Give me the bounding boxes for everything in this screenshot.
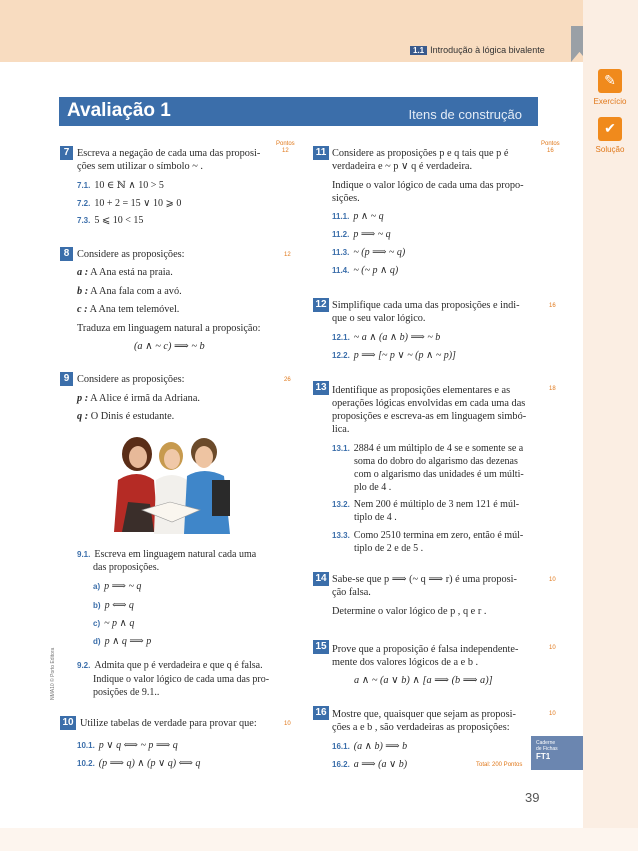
question-15-points: 10 bbox=[549, 645, 556, 651]
question-13-1-line: plo de 4 . bbox=[354, 482, 392, 493]
item-label: 11.1. bbox=[332, 212, 350, 221]
question-16-points: 10 bbox=[549, 711, 556, 717]
question-9-2-line-3: posições de 9.1.. bbox=[93, 687, 160, 698]
item-formula: p ∧ q ⟹ p bbox=[104, 636, 152, 647]
item-label: 7.2. bbox=[77, 199, 91, 208]
question-9-2-line-1 bbox=[77, 659, 263, 672]
proposition-c-text: A Ana tem telemóvel. bbox=[89, 304, 180, 315]
question-11-text-2: verdadeira e ~ p ∨ q é verdadeira. bbox=[332, 161, 473, 172]
question-11-item bbox=[332, 210, 384, 223]
item-label: 11.3. bbox=[332, 248, 350, 257]
question-10-points: 10 bbox=[284, 721, 291, 727]
page-subtitle: Itens de construção bbox=[408, 107, 522, 122]
question-7-item bbox=[77, 197, 181, 210]
points-label: Pontos bbox=[541, 141, 560, 147]
question-16-text-1: Mostre que, quaisquer que sejam as proposi- bbox=[332, 709, 516, 720]
question-14-text-1: Sabe-se que p ⟹ (~ q ⟹ r) é uma proposi- bbox=[332, 574, 517, 585]
item-formula: p ∧ ~ q bbox=[353, 211, 384, 222]
page-number: 39 bbox=[525, 790, 540, 805]
item-formula: 5 ⩽ 10 < 15 bbox=[94, 215, 144, 226]
question-11-text-3: Indique o valor lógico de cada uma das propo- bbox=[332, 180, 524, 191]
question-13-1-text: 2884 é um múltiplo de 4 se e somente se a bbox=[353, 443, 524, 454]
question-11-item bbox=[332, 264, 398, 277]
question-9-item bbox=[93, 599, 134, 612]
question-10-text: Utilize tabelas de verdade para provar que: bbox=[80, 718, 257, 729]
proposition-a-key: a : bbox=[77, 267, 89, 278]
proposition-p-text: A Alice é irmã da Adriana. bbox=[90, 393, 200, 404]
question-13-1-line: com o algarismo das unidades é um múlti- bbox=[354, 469, 524, 480]
question-11-item bbox=[332, 246, 405, 259]
item-label: a) bbox=[93, 582, 101, 591]
margin-copyright: NMA10 © Porto Editora bbox=[50, 647, 56, 700]
item-formula: 10 + 2 = 15 ∨ 10 ⩾ 0 bbox=[94, 198, 182, 209]
proposition-b bbox=[77, 285, 182, 298]
question-8-number: 8 bbox=[60, 247, 73, 261]
bottom-band bbox=[0, 828, 638, 851]
item-label: b) bbox=[93, 601, 101, 610]
points-header-left bbox=[276, 141, 295, 155]
item-label: 16.2. bbox=[332, 760, 350, 769]
students-photo bbox=[92, 432, 250, 538]
question-10-item bbox=[77, 739, 178, 752]
item-label: 9.2. bbox=[77, 661, 91, 670]
item-label: 11.2. bbox=[332, 230, 350, 239]
question-8-task: Traduza em linguagem natural a proposição: bbox=[77, 323, 261, 334]
question-14-points: 10 bbox=[549, 577, 556, 583]
exercise-button[interactable] bbox=[598, 69, 622, 93]
proposition-a bbox=[77, 266, 173, 279]
question-15-text-1: Prove que a proposição é falsa independente- bbox=[332, 644, 519, 655]
question-15-number: 15 bbox=[313, 640, 329, 654]
item-formula: (a ∧ b) ⟹ b bbox=[353, 741, 408, 752]
question-13-2-line: tiplo de 4 . bbox=[354, 512, 397, 523]
item-formula: p ⟹ [~ p ∨ ~ (p ∧ ~ p)] bbox=[353, 350, 456, 361]
item-label: 13.3. bbox=[332, 531, 350, 540]
question-9-2-text: Admita que p é verdadeira e que q é falsa. bbox=[94, 660, 263, 671]
question-13-2-line bbox=[332, 498, 519, 511]
question-7-item bbox=[77, 179, 164, 192]
worksheet-label-1: Caderne bbox=[536, 740, 556, 746]
question-12-number: 12 bbox=[313, 298, 329, 312]
item-formula: ~ (p ⟹ ~ q) bbox=[353, 247, 406, 258]
question-11-number: 11 bbox=[313, 146, 329, 160]
solution-button[interactable] bbox=[598, 117, 622, 141]
question-16-text-2: ções a e b , são verdadeiras as proposições: bbox=[332, 722, 510, 733]
question-7-points: 12 bbox=[282, 148, 289, 154]
question-16-item bbox=[332, 758, 407, 771]
question-14-text-2: ção falsa. bbox=[332, 587, 371, 598]
question-8-intro: Considere as proposições: bbox=[77, 249, 185, 260]
question-11-points: 16 bbox=[547, 148, 554, 154]
question-16-number: 16 bbox=[313, 706, 329, 720]
question-13-text-4: lica. bbox=[332, 424, 350, 435]
exercise-label: Exercício bbox=[593, 97, 627, 106]
question-9-item bbox=[93, 635, 151, 648]
question-8-formula: (a ∧ ~ c) ⟹ ~ b bbox=[134, 341, 205, 352]
question-15-text-2: mente dos valores lógicos de a e b . bbox=[332, 657, 479, 668]
item-label: 10.2. bbox=[77, 759, 95, 768]
question-10-item bbox=[77, 757, 200, 770]
chapter-heading bbox=[410, 45, 545, 55]
proposition-q-text: O Dinis é estudante. bbox=[90, 411, 175, 422]
proposition-c-key: c : bbox=[77, 304, 88, 315]
question-9-item bbox=[93, 580, 141, 593]
proposition-q-key: q : bbox=[77, 411, 89, 422]
item-label: c) bbox=[93, 619, 101, 628]
item-formula: p ⟺ q bbox=[104, 600, 134, 611]
points-header-right bbox=[541, 141, 560, 155]
proposition-p bbox=[77, 392, 200, 405]
question-13-points: 18 bbox=[549, 386, 556, 392]
question-14-number: 14 bbox=[313, 572, 329, 586]
question-13-text-2: operações lógicas envolvidas em cada uma das bbox=[332, 398, 526, 409]
question-9-2-line-2: Indique o valor lógico de cada uma das pro- bbox=[93, 674, 270, 685]
question-9-1-text: Escreva em linguagem natural cada uma bbox=[94, 549, 257, 560]
worksheet-link[interactable] bbox=[531, 736, 583, 770]
question-12-item bbox=[332, 349, 456, 362]
question-13-1-line bbox=[332, 442, 523, 455]
question-13-text-3: proposições e escreva-as em linguagem simbó- bbox=[332, 411, 527, 422]
pencil-icon: ✎ bbox=[604, 73, 616, 89]
question-13-2-text: Nem 200 é múltiplo de 3 nem 121 é múl- bbox=[353, 499, 520, 510]
question-8-points: 12 bbox=[284, 252, 291, 258]
question-10-number: 10 bbox=[60, 716, 76, 730]
proposition-b-text: A Ana fala com a avó. bbox=[90, 286, 182, 297]
proposition-p-key: p : bbox=[77, 393, 89, 404]
item-formula: ~ a ∧ (a ∧ b) ⟹ ~ b bbox=[353, 332, 441, 343]
proposition-a-text: A Ana está na praia. bbox=[90, 267, 173, 278]
question-16-item bbox=[332, 740, 407, 753]
page-title: Avaliação 1 bbox=[67, 100, 171, 121]
question-13-3-line bbox=[332, 529, 523, 542]
question-7-number: 7 bbox=[60, 146, 73, 160]
question-12-item bbox=[332, 331, 440, 344]
question-9-1-line-1 bbox=[77, 548, 256, 561]
checkmark-icon: ✔ bbox=[604, 121, 616, 137]
question-15-formula: a ∧ ~ (a ∨ b) ∧ [a ⟹ (b ⟹ a)] bbox=[354, 675, 493, 686]
item-formula: ~ p ∧ q bbox=[104, 618, 135, 629]
item-label: d) bbox=[93, 637, 101, 646]
question-13-1-line: soma do dobro do algarismo das dezenas bbox=[354, 456, 518, 467]
item-formula: p ⟹ ~ q bbox=[353, 229, 391, 240]
assessment-header bbox=[59, 97, 538, 126]
question-11-text-4: sições. bbox=[332, 193, 360, 204]
question-13-3-line: tiplo de 2 e de 5 . bbox=[354, 543, 424, 554]
question-13-number: 13 bbox=[313, 381, 329, 395]
question-12-text-2: que o seu valor lógico. bbox=[332, 313, 426, 324]
question-7-item bbox=[77, 214, 143, 227]
proposition-b-key: b : bbox=[77, 286, 89, 297]
item-formula: (p ⟹ q) ∧ (p ∨ q) ⟺ q bbox=[98, 758, 201, 769]
item-label: 9.1. bbox=[77, 550, 91, 559]
item-label: 11.4. bbox=[332, 266, 350, 275]
item-formula: p ∨ q ⟺ ~ p ⟹ q bbox=[98, 740, 178, 751]
question-13-text-1: Identifique as proposições elementares e as bbox=[332, 385, 511, 396]
item-label: 16.1. bbox=[332, 742, 350, 751]
item-label: 13.2. bbox=[332, 500, 350, 509]
question-9-points: 26 bbox=[284, 377, 291, 383]
question-11-item bbox=[332, 228, 391, 241]
chapter-number: 1.1 bbox=[410, 46, 427, 55]
item-formula: ~ (~ p ∧ q) bbox=[353, 265, 399, 276]
item-label: 10.1. bbox=[77, 741, 95, 750]
item-formula: p ⟹ ~ q bbox=[104, 581, 142, 592]
question-9-intro: Considere as proposições: bbox=[77, 374, 185, 385]
item-formula: a ⟹ (a ∨ b) bbox=[353, 759, 408, 770]
item-label: 7.3. bbox=[77, 216, 91, 225]
question-9-item bbox=[93, 617, 134, 630]
item-label: 13.1. bbox=[332, 444, 350, 453]
item-label: 12.1. bbox=[332, 333, 350, 342]
item-label: 7.1. bbox=[77, 181, 91, 190]
chapter-title: Introdução à lógica bivalente bbox=[430, 45, 545, 55]
question-9-1-line-2: das proposições. bbox=[93, 562, 160, 573]
question-9-number: 9 bbox=[60, 372, 73, 386]
solution-label: Solução bbox=[595, 145, 625, 154]
question-7-text-2: ções sem utilizar o símbolo ~ . bbox=[77, 161, 203, 172]
question-12-text-1: Simplifique cada uma das proposições e indi- bbox=[332, 300, 520, 311]
item-label: 12.2. bbox=[332, 351, 350, 360]
points-label: Pontos bbox=[276, 141, 295, 147]
question-12-points: 16 bbox=[549, 303, 556, 309]
proposition-c bbox=[77, 303, 179, 316]
question-7-text-1: Escreva a negação de cada uma das proposi- bbox=[77, 148, 261, 159]
question-14-text-3: Determine o valor lógico de p , q e r . bbox=[332, 606, 487, 617]
question-11-text-1: Considere as proposições p e q tais que p é bbox=[332, 148, 509, 159]
question-13-3-text: Como 2510 termina em zero, então é múl- bbox=[353, 530, 524, 541]
proposition-q bbox=[77, 410, 174, 423]
total-points: Total: 200 Pontos bbox=[476, 762, 523, 768]
worksheet-code: FT1 bbox=[536, 752, 551, 761]
item-formula: 10 ∈ ℕ ∧ 10 > 5 bbox=[94, 180, 164, 191]
worksheet-label-2: de Fichas bbox=[536, 746, 558, 752]
